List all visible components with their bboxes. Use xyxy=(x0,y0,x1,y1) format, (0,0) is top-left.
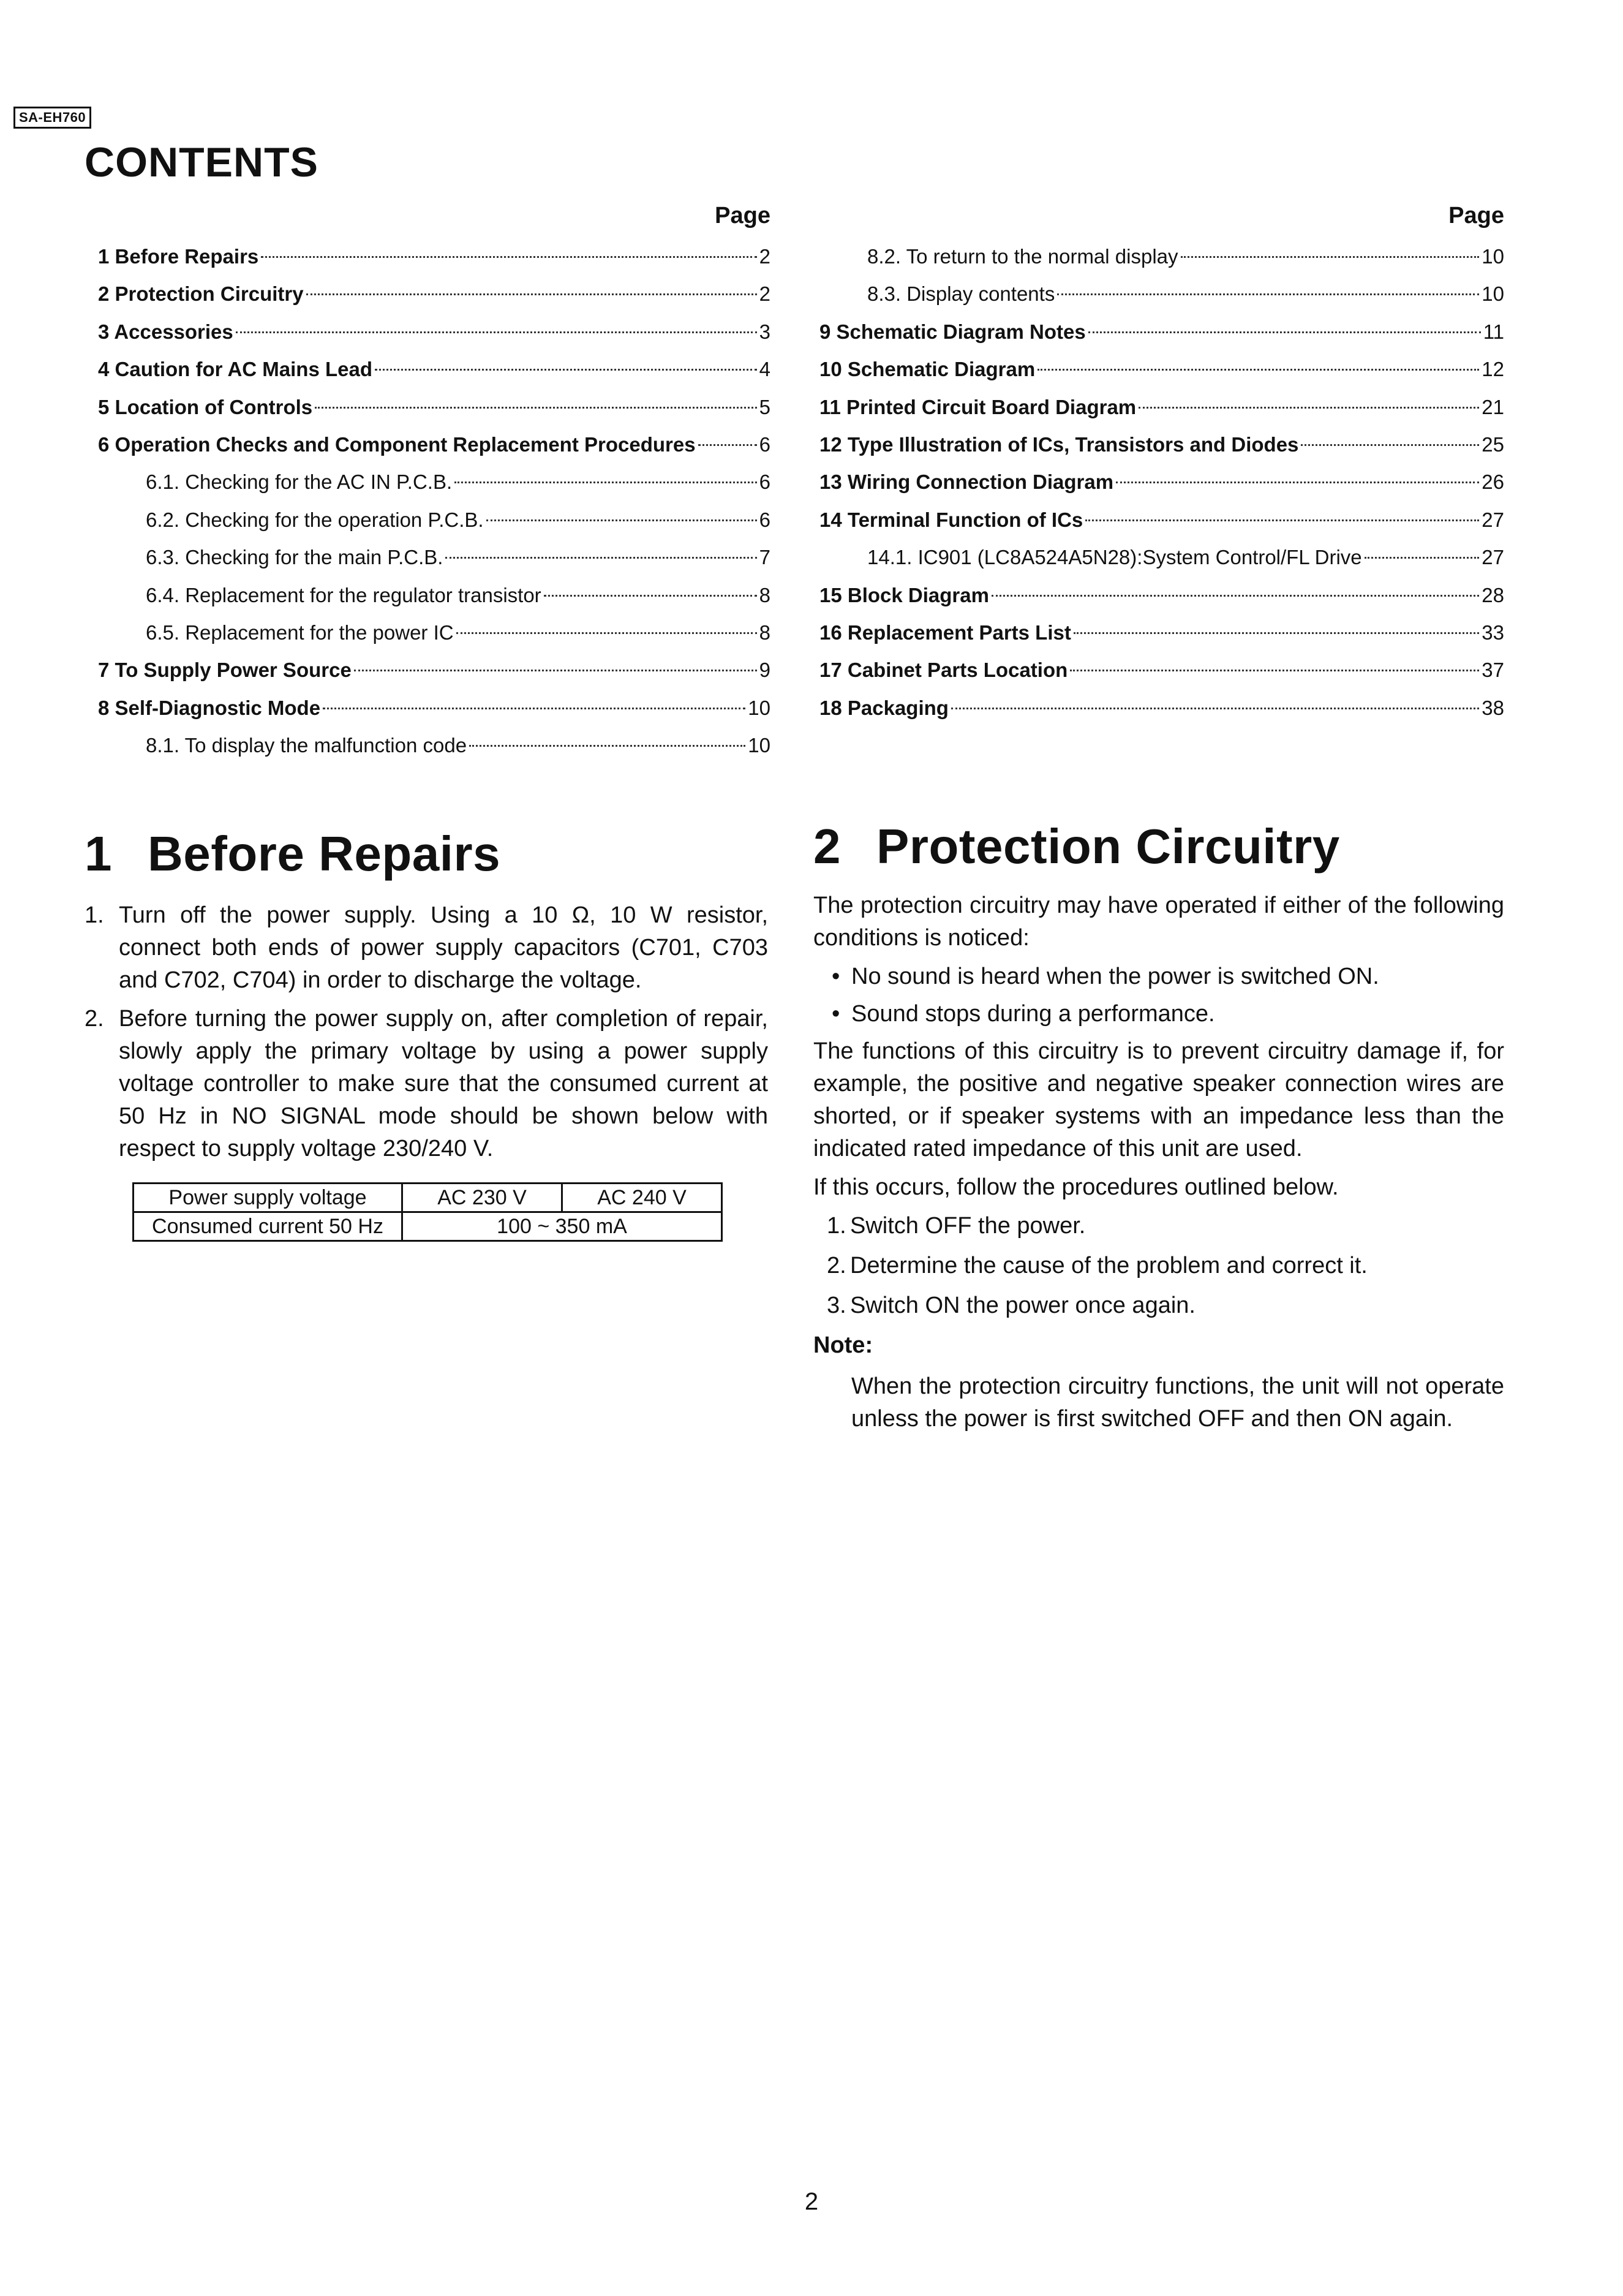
dot-leader xyxy=(1301,444,1479,446)
toc-entry-label: 18 Packaging xyxy=(819,696,949,719)
dot-leader xyxy=(315,407,756,409)
note-label: Note: xyxy=(813,1332,873,1358)
toc-page-header: Page xyxy=(1448,203,1504,228)
power-spec-table xyxy=(132,1182,723,1242)
toc-entry[interactable] xyxy=(98,281,770,319)
toc-entry-label: 4 Caution for AC Mains Lead xyxy=(98,358,372,381)
list-item xyxy=(813,1250,1504,1282)
bullet-icon: • xyxy=(832,964,840,989)
toc-entry-label: 6.5. Replacement for the power IC xyxy=(146,621,454,644)
toc-entry-label: 8.2. To return to the normal display xyxy=(867,245,1178,268)
toc-entry-label: 17 Cabinet Parts Location xyxy=(819,659,1068,682)
toc-entry[interactable] xyxy=(98,319,770,357)
toc-entry[interactable] xyxy=(98,357,770,394)
toc-entry-page: 7 xyxy=(759,546,770,569)
dot-leader xyxy=(375,369,757,371)
section-title-text: Before Repairs xyxy=(148,826,501,881)
dot-leader xyxy=(1365,557,1480,559)
function-paragraph: The functions of this circuitry is to prevent circuitry damage if, for example, the positive and negative speaker connection wires are shorted, or if speaker systems with an impedance less than the indicated rated impedance of this unit are used. xyxy=(813,1038,1504,1161)
toc-right-list xyxy=(819,244,1504,733)
toc-entry[interactable] xyxy=(98,657,770,695)
toc-entry-label: 6.2. Checking for the operation P.C.B. xyxy=(146,508,484,531)
toc-entry[interactable] xyxy=(819,657,1504,695)
toc-entry[interactable] xyxy=(98,432,770,469)
toc-entry[interactable] xyxy=(819,244,1504,281)
table-cell: Consumed current 50 Hz xyxy=(134,1212,402,1241)
list-item-text: Turn off the power supply. Using a 10 Ω, 10 W resistor, connect both ends of power supply capacitors (C701, C703 and C702, C704) in order to discharge the voltage. xyxy=(119,902,768,993)
dot-leader xyxy=(306,293,757,295)
toc-entry-label: 2 Protection Circuitry xyxy=(98,282,304,306)
toc-entry-label: 14 Terminal Function of ICs xyxy=(819,508,1083,531)
procedure-list xyxy=(813,1210,1504,1322)
toc-entry-page: 21 xyxy=(1482,395,1504,418)
toc-entry-page: 8 xyxy=(759,583,770,606)
toc-entry[interactable] xyxy=(819,583,1504,620)
toc-entry-label: 14.1. IC901 (LC8A524A5N28):System Control/FL Drive xyxy=(867,546,1362,569)
contents-title: CONTENTS xyxy=(85,139,318,186)
dot-leader xyxy=(1088,331,1481,333)
toc-entry[interactable] xyxy=(819,507,1504,545)
procedure-intro: If this occurs, follow the procedures outlined below. xyxy=(813,1174,1339,1200)
list-marker: 2. xyxy=(827,1253,846,1278)
dot-leader xyxy=(456,632,757,634)
dot-leader xyxy=(469,745,745,747)
toc-entry-page: 9 xyxy=(759,659,770,682)
dot-leader xyxy=(236,331,757,333)
toc-entry-page: 10 xyxy=(1482,245,1504,268)
list-item-text: Switch OFF the power. xyxy=(850,1213,1086,1239)
toc-entry-page: 33 xyxy=(1482,621,1504,644)
list-item xyxy=(813,1290,1504,1322)
dot-leader xyxy=(544,595,757,597)
toc-entry[interactable] xyxy=(819,395,1504,432)
list-marker: 1. xyxy=(85,902,104,928)
toc-entry[interactable] xyxy=(98,244,770,281)
dot-leader xyxy=(1057,293,1479,295)
dot-leader xyxy=(323,708,745,709)
toc-entry-page: 38 xyxy=(1482,696,1504,719)
toc-entry-page: 2 xyxy=(759,282,770,306)
toc-entry-page: 10 xyxy=(748,734,770,757)
toc-entry-label: 6.3. Checking for the main P.C.B. xyxy=(146,546,443,569)
toc-entry-label: 7 To Supply Power Source xyxy=(98,659,352,682)
procedure-list xyxy=(85,899,768,1165)
table-cell: 100 ~ 350 mA xyxy=(402,1212,722,1241)
toc-entry-page: 11 xyxy=(1483,320,1504,343)
toc-entry[interactable] xyxy=(98,733,770,770)
condition-list xyxy=(813,961,1504,1030)
toc-entry[interactable] xyxy=(819,432,1504,469)
table-row xyxy=(134,1212,722,1241)
toc-entry-page: 37 xyxy=(1482,659,1504,682)
list-item-text: Sound stops during a performance. xyxy=(851,1001,1215,1027)
toc-entry-page: 6 xyxy=(759,432,770,456)
section-1-title xyxy=(85,826,500,882)
toc-entry-label: 11 Printed Circuit Board Diagram xyxy=(819,395,1137,418)
dot-leader xyxy=(951,708,1479,709)
toc-entry[interactable] xyxy=(98,545,770,582)
toc-entry-page: 3 xyxy=(759,320,770,343)
toc-entry-label: 6 Operation Checks and Component Replacement Procedures xyxy=(98,432,696,456)
dot-leader xyxy=(354,670,757,671)
toc-entry-page: 10 xyxy=(748,696,770,719)
dot-leader xyxy=(1139,407,1479,409)
toc-entry[interactable] xyxy=(98,395,770,432)
section-1-body xyxy=(85,899,768,1242)
toc-entry-label: 10 Schematic Diagram xyxy=(819,358,1036,381)
toc-entry-page: 28 xyxy=(1482,583,1504,606)
toc-entry-label: 6.4. Replacement for the regulator transistor xyxy=(146,583,541,606)
toc-entry[interactable] xyxy=(819,469,1504,507)
list-item xyxy=(85,1003,768,1165)
toc-entry-label: 16 Replacement Parts List xyxy=(819,621,1071,644)
table-cell: AC 240 V xyxy=(562,1184,722,1212)
toc-entry[interactable] xyxy=(819,319,1504,357)
dot-leader xyxy=(261,256,756,258)
list-item xyxy=(85,899,768,997)
dot-leader xyxy=(1070,670,1479,671)
dot-leader xyxy=(698,444,757,446)
table-cell: Power supply voltage xyxy=(134,1184,402,1212)
toc-entry-page: 4 xyxy=(759,358,770,381)
toc-left-column xyxy=(98,201,770,770)
toc-entry[interactable] xyxy=(819,357,1504,394)
section-number: 2 xyxy=(813,819,841,874)
toc-entry[interactable] xyxy=(98,620,770,657)
toc-page-header: Page xyxy=(715,203,770,228)
toc-entry-label: 8.1. To display the malfunction code xyxy=(146,734,467,757)
list-item-text: Before turning the power supply on, after completion of repair, slowly apply the primary voltage by using a power supply voltage controller to make sure that the consumed current at 50 Hz in NO SIGNAL mode should be shown below with respect to supply voltage 230/240 V. xyxy=(119,1006,768,1161)
toc-entry-page: 10 xyxy=(1482,282,1504,306)
toc-entry-page: 12 xyxy=(1482,358,1504,381)
toc-entry-label: 8.3. Display contents xyxy=(867,282,1055,306)
intro-paragraph: The protection circuitry may have operated if either of the following conditions is noticed: xyxy=(813,893,1504,951)
list-item-text: No sound is heard when the power is switched ON. xyxy=(851,964,1379,989)
section-number: 1 xyxy=(85,826,112,881)
toc-right-column xyxy=(819,201,1504,733)
toc-entry-page: 27 xyxy=(1482,546,1504,569)
toc-entry-page: 27 xyxy=(1482,508,1504,531)
toc-entry-label: 1 Before Repairs xyxy=(98,245,259,268)
toc-entry[interactable] xyxy=(819,281,1504,319)
toc-entry[interactable] xyxy=(98,469,770,507)
list-marker: 2. xyxy=(85,1006,104,1032)
dot-leader xyxy=(1037,369,1479,371)
bullet-icon: • xyxy=(832,1001,840,1027)
toc-entry-page: 5 xyxy=(759,395,770,418)
toc-entry[interactable] xyxy=(819,695,1504,733)
page-number: 2 xyxy=(804,2188,819,2215)
toc-entry-label: 9 Schematic Diagram Notes xyxy=(819,320,1086,343)
note-text: When the protection circuitry functions, the unit will not operate unless the power is first switched OFF and then ON again. xyxy=(851,1373,1504,1432)
dot-leader xyxy=(454,481,757,483)
toc-entry-page: 6 xyxy=(759,470,770,494)
toc-entry-label: 8 Self-Diagnostic Mode xyxy=(98,696,321,719)
dot-leader xyxy=(445,557,756,559)
toc-entry[interactable] xyxy=(819,545,1504,582)
list-item xyxy=(813,961,1504,993)
section-2-body xyxy=(813,889,1504,1435)
dot-leader xyxy=(1085,519,1479,521)
toc-entry-page: 25 xyxy=(1482,432,1504,456)
section-title-text: Protection Circuitry xyxy=(876,819,1340,874)
toc-entry-label: 5 Location of Controls xyxy=(98,395,313,418)
section-2-title xyxy=(813,818,1340,875)
list-marker: 1. xyxy=(827,1213,846,1239)
dot-leader xyxy=(1074,632,1479,634)
toc-entry-label: 3 Accessories xyxy=(98,320,233,343)
toc-entry-label: 15 Block Diagram xyxy=(819,583,989,606)
dot-leader xyxy=(1116,481,1479,483)
table-row xyxy=(134,1184,722,1212)
toc-entry[interactable] xyxy=(98,507,770,545)
toc-entry-page: 6 xyxy=(759,508,770,531)
toc-entry[interactable] xyxy=(819,620,1504,657)
list-item-text: Determine the cause of the problem and correct it. xyxy=(850,1253,1368,1278)
dot-leader xyxy=(1181,256,1480,258)
list-item xyxy=(813,998,1504,1030)
dot-leader xyxy=(486,519,757,521)
list-marker: 3. xyxy=(827,1293,846,1318)
list-item xyxy=(813,1210,1504,1242)
toc-entry-page: 26 xyxy=(1482,470,1504,494)
toc-entry[interactable] xyxy=(98,583,770,620)
toc-entry-page: 2 xyxy=(759,245,770,268)
toc-entry-page: 8 xyxy=(759,621,770,644)
model-badge: SA-EH760 xyxy=(13,107,91,129)
table-cell: AC 230 V xyxy=(402,1184,562,1212)
dot-leader xyxy=(992,595,1479,597)
toc-entry-label: 6.1. Checking for the AC IN P.C.B. xyxy=(146,470,453,494)
toc-entry-label: 13 Wiring Connection Diagram xyxy=(819,470,1114,494)
toc-entry[interactable] xyxy=(98,695,770,733)
toc-left-list xyxy=(98,244,770,770)
list-item-text: Switch ON the power once again. xyxy=(850,1293,1196,1318)
toc-entry-label: 12 Type Illustration of ICs, Transistors and Diodes xyxy=(819,432,1299,456)
